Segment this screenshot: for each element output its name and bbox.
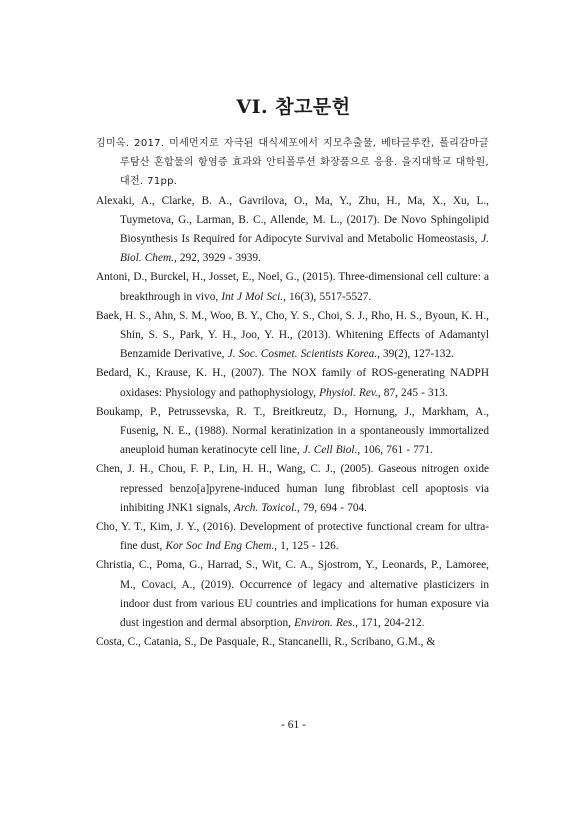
- reference-text: Costa, C., Catania, S., De Pasquale, R., Stancanelli, R., Scribano, G.M., &: [96, 636, 436, 649]
- journal-name: Physiol. Rev.: [319, 386, 378, 399]
- reference-text: , 87, 245 - 313.: [377, 386, 448, 399]
- section-title: VI. 참고문헌: [236, 96, 351, 118]
- journal-name: J. Biol. Chem.: [120, 233, 489, 265]
- reference-entry: [96, 556, 489, 633]
- reference-text: Boukamp, P., Petrussevska, R. T., Breitkreutz, D., Hornung, J., Markham, A., Fusenig, N. E., (1988). Normal keratinization in a spontaneously immortalized aneuploid human keratinocyte cell line,: [96, 405, 489, 457]
- reference-entry: [96, 633, 489, 652]
- reference-entry: [96, 268, 489, 306]
- reference-text: , 292, 3929 - 3939.: [173, 252, 261, 265]
- reference-text: Christia, C., Poma, G., Harrad, S., Wit, C. A., Sjostrom, Y., Leonards, P., Lamoree, M., Covaci, A., (2019). Occurrence of legacy and alternative plasticizers in indoor dust from various EU countries and implications for human exposure via dust ingestion and dermal absorption,: [96, 559, 489, 630]
- reference-text: Alexaki, A., Clarke, B. A., Gavrilova, O., Ma, Y., Zhu, H., Ma, X., Xu, L., Tuymetova, G., Larman, B. C., Allende, M. L., (2017). De Novo Sphingolipid Biosynthesis Is Required for Adipocyte Survival and Metabolic Homeostasis,: [96, 194, 489, 246]
- reference-text: , 79, 694 - 704.: [297, 501, 367, 514]
- reference-text: , 16(3), 5517-5527.: [283, 290, 372, 303]
- journal-name: J. Soc. Cosmet. Scientists Korea.: [227, 348, 378, 361]
- reference-text: Bedard, K., Krause, K. H., (2007). The NOX family of ROS-generating NADPH oxidases: Physiology and pathophysiology,: [96, 367, 489, 399]
- reference-text: Antoni, D., Burckel, H., Josset, E., Noel, G., (2015). Three-dimensional cell culture: a breakthrough in vivo,: [96, 271, 489, 303]
- reference-list: [96, 134, 489, 652]
- reference-text: 김미옥. 2017. 미세먼지로 자극된 대식세포에서 지모추출물, 베타글루칸, 폴리감마글루탐산 혼합물의 항염증 효과와 안티폴루션 화장품으로 응용. 을지대학교 대학원, 대전. 71pp.: [96, 138, 489, 188]
- reference-text: , 106, 761 - 771.: [357, 444, 433, 457]
- reference-entry: [96, 460, 489, 518]
- reference-text: , 171, 204-212.: [355, 617, 425, 630]
- page-number: - 61 -: [281, 719, 306, 731]
- reference-text: , 1, 125 - 126.: [274, 540, 339, 553]
- journal-name: Kor Soc Ind Eng Chem.: [165, 540, 275, 553]
- reference-text: Chen, J. H., Chou, F. P., Lin, H. H., Wang, C. J., (2005). Gaseous nitrogen oxide repressed benzo[a]pyrene-induced human lung fibroblast cell apoptosis via inhibiting JNK1 signals,: [96, 463, 489, 514]
- reference-entry: [96, 192, 489, 269]
- journal-name: Int J Mol Sci.: [221, 290, 284, 303]
- reference-entry: [96, 134, 489, 192]
- reference-text: , 39(2), 127-132.: [377, 348, 454, 361]
- reference-text: Cho, Y. T., Kim, J. Y., (2016). Development of protective functional cream for ultra-fine dust,: [96, 521, 489, 553]
- reference-text: Baek, H. S., Ahn, S. M., Woo, B. Y., Cho, Y. S., Choi, S. J., Rho, H. S., Byoun, K. H., Shin, S. S., Park, Y. H., Joo, Y. H., (2013). Whitening Effects of Adamantyl Benzamide Derivative,: [96, 309, 489, 361]
- journal-name: J. Cell Biol.: [302, 444, 358, 457]
- reference-entry: [96, 518, 489, 556]
- journal-name: Arch. Toxicol.: [233, 501, 298, 514]
- reference-entry: [96, 403, 489, 461]
- reference-entry: [96, 364, 489, 402]
- reference-entry: [96, 307, 489, 365]
- journal-name: Environ. Res.: [294, 617, 356, 630]
